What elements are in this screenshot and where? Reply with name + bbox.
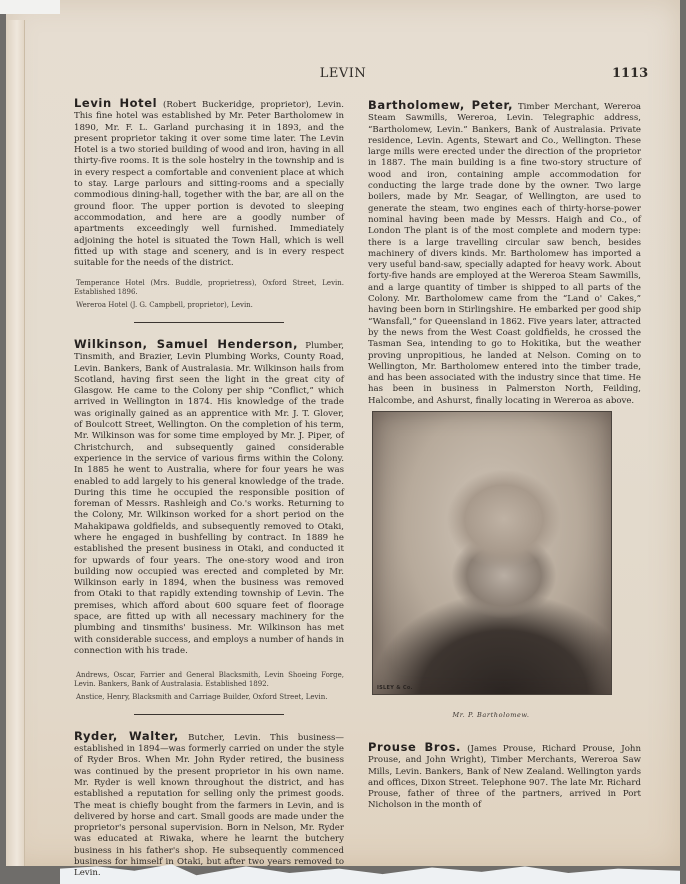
entry-title: Bartholomew, Peter, [368, 98, 514, 112]
torn-corner [0, 0, 60, 14]
minor-entry: Wereroa Hotel (J. G. Campbell, proprietor), Levin. [76, 301, 253, 310]
minor-entry: Andrews, Oscar, Farrier and General Blacksmith, Levin Shoeing Forge, Levin. Bankers, Bank of Australasia. Established 1892. [74, 671, 344, 688]
entry-levin-hotel [74, 98, 344, 269]
minor-entry: Anstice, Henry, Blacksmith and Carriage Builder, Oxford Street, Levin. [76, 693, 328, 702]
photo-credit: ISLEY & Co. [377, 685, 413, 691]
minor-entry: Temperance Hotel (Mrs. Buddle, proprietress), Oxford Street, Levin. Established 1896. [74, 279, 344, 296]
portrait-photo [372, 411, 612, 695]
page-binding-edge [6, 20, 25, 866]
right-column-lower [368, 742, 641, 812]
entry-title: Ryder, Walter, [74, 728, 179, 743]
section-divider [134, 322, 284, 323]
entry-wilkinson [74, 336, 344, 657]
portrait-caption: Mr. P. Bartholomew. [452, 711, 530, 719]
entry-ryder [74, 728, 345, 880]
left-column [74, 98, 344, 880]
entry-body: (James Prouse, Richard Prouse, John Prouse, and John Wright), Timber Merchants, Wereroa Saw Mills, Levin. Bankers, Bank of New Zealand. Wellington yards and offices, Dixon Street. Telephone 907. The late Mr. Richard Prouse, father of three of the partners, arrived in Port Nicholson in the month of [368, 744, 641, 811]
entry-body: Plumber, Tinsmith, and Brazier, Levin Plumbing Works, County Road, Levin. Bankers, Bank of Australasia. Mr. Wilkinson hails from Scotland, having first seen the light in the great city of Glasgow. He came to the Colony per ship “Conflict,” which arrived in Wellington in 1874. His knowledge of the trade was originally gained as an apprentice with Mr. J. T. Glover, of Boulcott Street, Wellington. On the completion of his term, Mr. Wilkinson was for some time employed by Mr. J. Piper, of Christchurch, and subsequently gained considerable experience in the service of various firms within the Colony. In 1885 he went to Australia, where for four years he was enabled to add largely to his general knowledge of the trade. During this time he occupied the responsible position of foreman of Messrs. Rashleigh and Co.'s works. Returning to the Colony, Mr. Wilkinson worked for a short period on the Mahakipawa goldfields, and subsequently removed to Otaki, where he engaged in bushfelling by contract. In 1889 he established the present business in Otaki, and conducted it for upwards of four years. The one-story wood and iron building now occupied was erected and completed by Mr. Wilkinson early in 1894, when the business was removed from Otaki to that rapidly extending township of Levin. The premises, which afford about 600 square feet of floorage space, are fitted up with all necessary machinery for the plumbing and tinsmiths' business. Mr. Wilkinson has met with considerable success, and employs a number of hands in connection with his trade. [74, 340, 344, 656]
entry-title: Wilkinson, Samuel Henderson, [74, 336, 299, 351]
entry-body: (Robert Buckeridge, proprietor), Levin. This fine hotel was established by Mr. Peter Bartholomew in 1890, Mr. F. L. Garland purchasing it in 1893, and the present proprietor taking it over some time later. The Levin Hotel is a two storied building of wood and iron, having in all thirty-five rooms. It is the sole hostelry in the township and is in every respect a comfortable and convenient place at which to stay. Large parlours and sitting-rooms and a specially commodious dining-hall, together with the bar, are all on the ground floor. The upper portion is devoted to sleeping accommodation, and here are a goodly number of apartments exceedingly well furnished. Immediately adjoining the hotel is situated the Town Hall, which is well fitted up with stage and scenery, and is in every respect suitable for the needs of the district. [74, 100, 345, 269]
page-number: 1113 [612, 66, 649, 81]
entry-title: Levin Hotel [74, 96, 158, 110]
entry-bartholomew [368, 100, 641, 407]
minor-entries [74, 279, 344, 310]
entry-prouse-bros [368, 742, 641, 812]
entry-body: Timber Merchant, Wereroa Steam Sawmills, Wereroa, Levin. Telegraphic address, “Bartholomew, Levin.” Bankers, Bank of Australasia. Private residence, Levin. Agents, Stewart and Co., Wellington. These large mills were erected under the direction of the proprietor in 1887. The main building is a fine two-story structure of wood and iron, containing ample accommodation for conducting the large trade done by the owner. Two large boilers, made by Mr. Seagar, of Wellington, are used to generate the steam, two engines each of thirty-horse-power nominal having been made by Messrs. Haigh and Co., of London The plant is of the most complete and modern type: there is a large travelling circular saw bench, besides machinery of divers kinds. Mr. Bartholomew has imported a very useful band-saw, specially adapted for heavy work. About forty-five hands are employed at the Wereroa Steam Sawmills, and a large quantity of timber is shipped to all parts of the Colony. Mr. Bartholomew came from the “Land o' Cakes,” having been born in Stirlingshire. He embarked per good ship “Wansfall,” for Queensland in 1862. Five years later, attracted by the news from the West Coast goldfields, he crossed the Tasman Sea, intending to go to Hokitika, but the weather proving unpropitious, he landed at Nelson. Coming on to Wellington, Mr. Bartholomew entered into the timber trade, and has been associated with the industry since that time. He has been in business in Palmerston North, Feilding, Halcombe, and Ashurst, finally locating in Wereroa as above. [368, 102, 641, 406]
right-column [368, 100, 641, 407]
section-divider [134, 714, 284, 715]
entry-title: Prouse Bros. [368, 740, 462, 754]
minor-entries [74, 671, 344, 702]
running-head: LEVIN [319, 66, 367, 81]
entry-body: Butcher, Levin. This business—established in 1894—was formerly carried on under the style of Ryder Bros. When Mr. John Ryder retired, the business was continued by the present proprietor in his own name. Mr. Ryder is well known throughout the district, and has established a reputation for selling only the primest goods. The meat is chiefly bought from the farmers in Levin, and is delivered by horse and cart. Small goods are made under the proprietor's personal supervision. Born in Nelson, Mr. Ryder was educated at Riwaka, where he learnt the butchery business in his father's shop. He subsequently commenced business for himself in Otaki, but after two years removed to Levin. [74, 732, 345, 879]
